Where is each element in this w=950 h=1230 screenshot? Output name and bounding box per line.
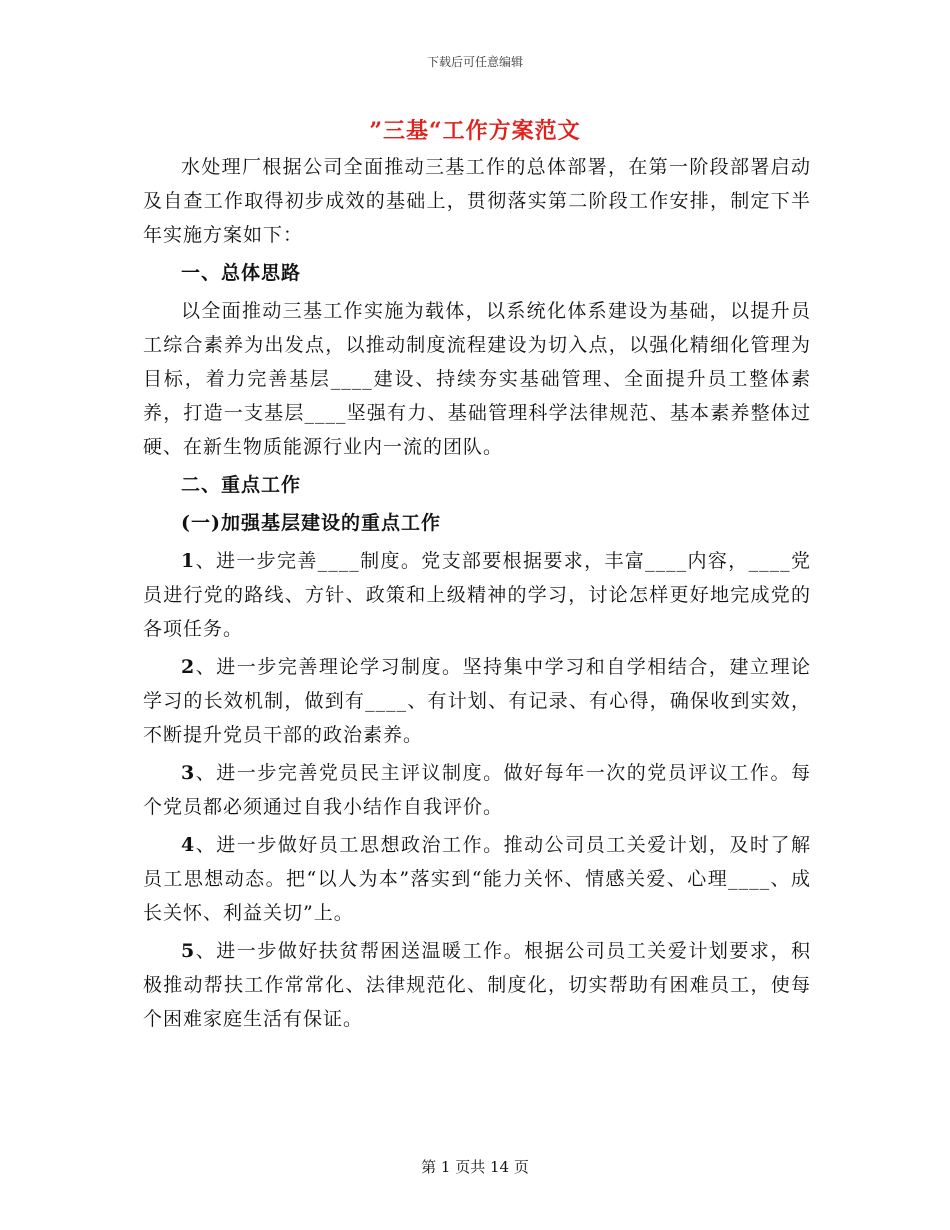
- item-text: 、进一步完善理论学习制度。坚持集中学习和自学相结合，建立理论学习的长效机制，做到有____、有计划、有记录、有心得，确保收到实效，不断提升党员干部的政治素养。: [143, 656, 811, 746]
- item-number: 4: [181, 834, 196, 856]
- header-note: 下载后可任意编辑: [426, 55, 523, 69]
- document-title: ”三基“工作方案范文: [369, 118, 581, 144]
- item-text: 、进一步做好员工思想政治工作。推动公司员工关爱计划，及时了解员工思想动态。把“以人为本”落实到“能力关怀、情感关爱、心理____、成长关怀、利益关切”上。: [143, 834, 811, 924]
- item-number: 2: [181, 656, 196, 678]
- item-number: 3: [181, 762, 196, 784]
- list-item-1: [143, 544, 811, 646]
- section-heading-1: 一、总体思路: [181, 262, 302, 284]
- intro-paragraph: 水处理厂根据公司全面推动三基工作的总体部署，在第一阶段部署启动及自查工作取得初步成效的基础上，贯彻落实第二阶段工作安排，制定下半年实施方案如下：: [143, 156, 811, 246]
- item-text: 、进一步完善____制度。党支部要根据要求，丰富____内容，____党员进行党的路线、方针、政策和上级精神的学习，讨论怎样更好地完成党的各项任务。: [143, 550, 811, 640]
- section-heading-2: 二、重点工作: [181, 474, 302, 496]
- item-text: 、进一步做好扶贫帮困送温暖工作。根据公司员工关爱计划要求，积极推动帮扶工作常常化、法律规范化、制度化，切实帮助有困难员工，使每个困难家庭生活有保证。: [143, 940, 811, 1030]
- list-item-5: [143, 934, 811, 1036]
- list-item-3: [143, 756, 811, 824]
- list-item-4: [143, 828, 811, 930]
- item-text: 、进一步完善党员民主评议制度。做好每年一次的党员评议工作。每个党员都必须通过自我小结作自我评价。: [143, 762, 811, 818]
- item-number: 5: [181, 940, 196, 962]
- subsection-heading-1: (一)加强基层建设的重点工作: [181, 512, 441, 534]
- document-body: [143, 150, 811, 1036]
- section-1-paragraph: 以全面推动三基工作实施为载体，以系统化体系建设为基础，以提升员工综合素养为出发点，以推动制度流程建设为切入点，以强化精细化管理为目标，着力完善基层____建设、持续夯实基础管理、全面提升员工整体素养，打造一支基层____坚强有力、基础管理科学法律规范、基本素养整体过硬、在新生物质能源行业内一流的团队。: [143, 300, 811, 458]
- page-footer: 第 1 页共 14 页: [421, 1158, 529, 1176]
- list-item-2: [143, 650, 811, 752]
- item-number: 1: [181, 550, 196, 572]
